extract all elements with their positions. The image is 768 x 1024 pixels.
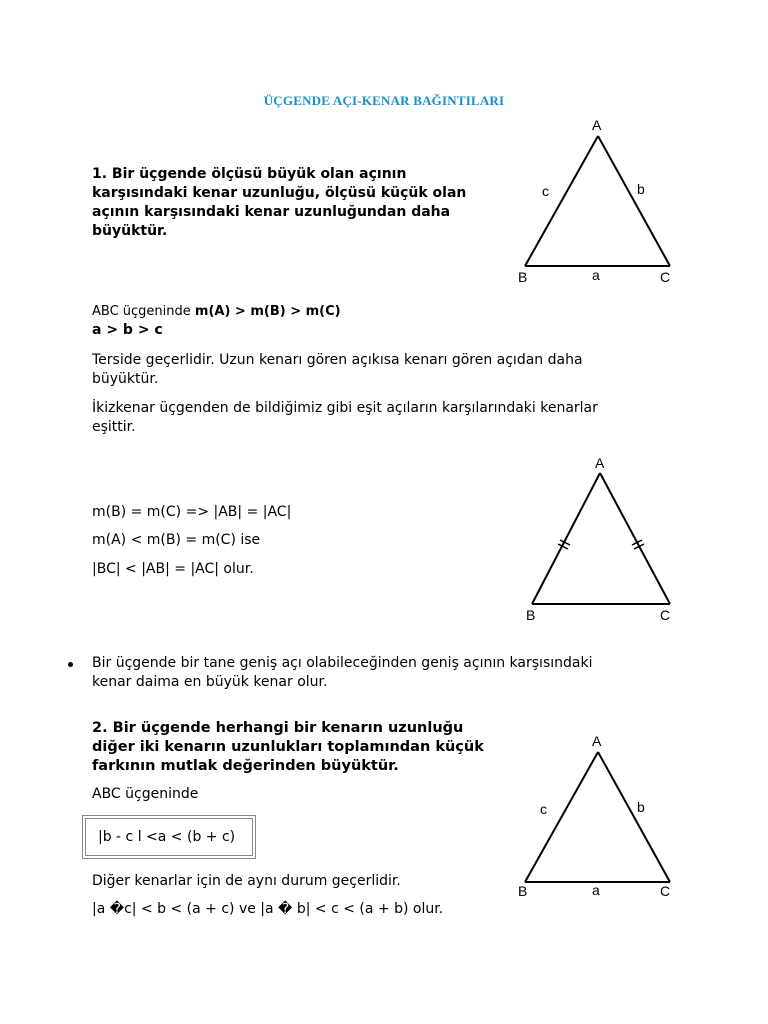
side-a-label: a [592,882,600,898]
side-c-label: c [540,801,547,817]
converse-line: büyüktür. [92,371,159,387]
isosceles-text [92,399,598,437]
vertex-c-label: C [660,607,671,623]
vertex-a-label: A [592,733,602,749]
side-ab [532,473,600,604]
rule2-line: 2. Bir üçgende herhangi bir kenarın uzunluğu [92,720,464,736]
example1 [92,303,341,339]
rule2-note: Diğer kenarlar için de aynı durum geçerlidir. [92,873,401,889]
converse-line: Terside geçerlidir. Uzun kenarı gören açıkısa kenarı gören açıdan daha [92,352,583,368]
bullet-text [92,654,592,692]
side-ac [598,752,670,882]
vertex-b-label: B [518,883,528,899]
isosceles-eq1: m(B) = m(C) => |AB| = |AC| [92,504,292,520]
triangle-abc-sides-2 [510,728,690,903]
bullet-line: Bir üçgende bir tane geniş açı olabileceğinden geniş açının karşısındaki [92,655,593,671]
example1-prefix: ABC üçgeninde [92,304,195,319]
formula-text: |b - c l <a < (b + c) [85,818,253,856]
side-ab [525,752,598,882]
formula-box [82,815,256,859]
rule1-line: 1. Bir üçgende ölçüsü büyük olan açının [92,166,407,182]
side-ab [525,136,598,266]
side-a-label: a [592,267,600,283]
side-ac [600,473,670,604]
vertex-a-label: A [592,117,602,133]
rule2-text [92,719,484,776]
rule1-text [92,165,466,241]
side-c-label: c [542,183,549,199]
example1-angles: m(A) > m(B) > m(C) [194,304,341,319]
vertex-b-label: B [518,269,528,285]
isosceles-line: eşittir. [92,419,136,435]
vertex-c-label: C [660,883,671,899]
triangle-isosceles [520,450,690,625]
vertex-c-label: C [660,269,671,285]
isosceles-eq2: m(A) < m(B) = m(C) ise [92,532,261,548]
bullet-line: kenar daima en büyük kenar olur. [92,674,328,690]
page-title: ÜÇGENDE AÇI-KENAR BAĞINTILARI [263,93,505,108]
rule1-line: açının karşısındaki kenar uzunluğundan daha [92,204,451,220]
isosceles-line: İkizkenar üçgenden de bildiğimiz gibi eşit açıların karşılarındaki kenarlar [92,400,598,416]
side-b-label: b [637,799,645,815]
isosceles-eq3: |BC| < |AB| = |AC| olur. [92,561,254,577]
side-ac [598,136,670,266]
example1-sides: a > b > c [92,322,163,338]
vertex-b-label: B [526,607,536,623]
converse-text [92,351,583,389]
triangle-abc-sides [510,112,690,287]
rule2-line: farkının mutlak değerinden büyüktür. [92,758,399,774]
rule1-line: karşısındaki kenar uzunluğu, ölçüsü küçük olan [92,185,467,201]
rule2-final: |a �c| < b < (a + c) ve |a � b| < c < (a + b) olur. [92,901,444,917]
bullet-dot [68,662,73,667]
rule2-line: diğer iki kenarın uzunlukları toplamından küçük [92,739,484,755]
rule1-line: büyüktür. [92,223,168,239]
rule2-prefix: ABC üçgeninde [92,786,199,802]
side-b-label: b [637,181,645,197]
vertex-a-label: A [595,455,605,471]
